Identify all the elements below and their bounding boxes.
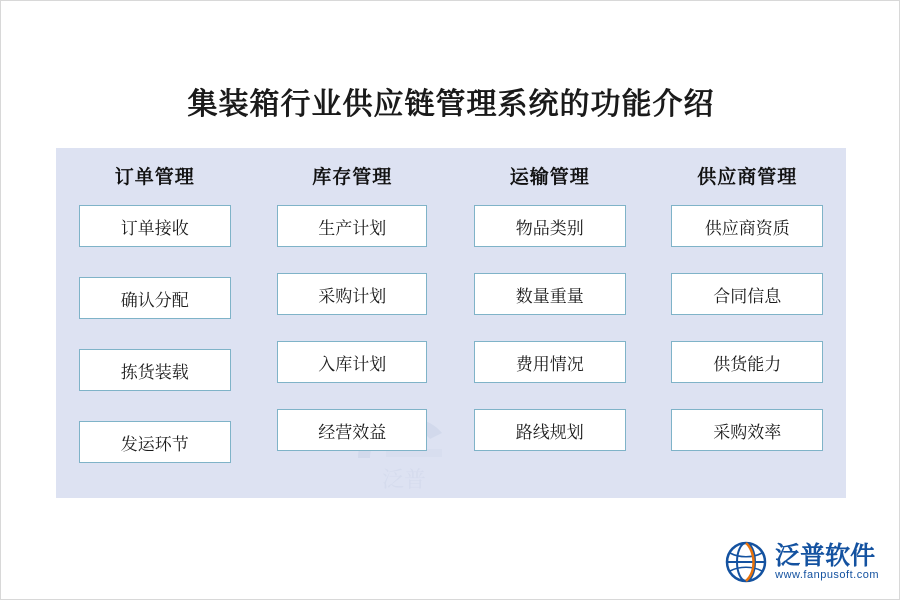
column-header: 库存管理 <box>312 167 393 188</box>
column-inventory-management <box>261 162 443 477</box>
svg-text:泛普: 泛普 <box>382 467 427 492</box>
feature-cell[interactable]: 拣货装载 <box>79 349 231 391</box>
feature-cell[interactable]: 入库计划 <box>277 341 427 383</box>
logo-text-block <box>775 543 879 581</box>
logo-name: 泛普软件 <box>775 541 876 570</box>
slide-canvas <box>1 1 900 601</box>
globe-icon <box>725 541 767 583</box>
diagram-panel <box>56 148 846 498</box>
feature-cell[interactable]: 确认分配 <box>79 277 231 319</box>
feature-cell[interactable]: 数量重量 <box>474 273 626 315</box>
feature-cell[interactable]: 经营效益 <box>277 409 427 451</box>
feature-cell[interactable]: 采购效率 <box>671 409 823 451</box>
brand-logo <box>725 541 879 583</box>
feature-cell[interactable]: 合同信息 <box>671 273 823 315</box>
feature-cell[interactable]: 路线规划 <box>474 409 626 451</box>
feature-cell[interactable]: 发运环节 <box>79 421 231 463</box>
feature-cell[interactable]: 费用情况 <box>474 341 626 383</box>
columns-container <box>56 148 846 498</box>
feature-cell[interactable]: 供应商资质 <box>671 205 823 247</box>
logo-url: www.fanpusoft.com <box>775 569 879 582</box>
column-header: 运输管理 <box>509 167 590 188</box>
page-title: 集装箱行业供应链管理系统的功能介绍 <box>187 88 715 121</box>
feature-cell[interactable]: 订单接收 <box>79 205 231 247</box>
column-transport-management <box>459 162 641 477</box>
feature-cell[interactable]: 采购计划 <box>277 273 427 315</box>
column-header: 供应商管理 <box>697 167 798 188</box>
feature-cell[interactable]: 供货能力 <box>671 341 823 383</box>
column-header: 订单管理 <box>114 167 195 188</box>
column-supplier-management <box>656 162 838 477</box>
feature-cell[interactable]: 生产计划 <box>277 205 427 247</box>
feature-cell[interactable]: 物品类别 <box>474 205 626 247</box>
column-order-management <box>64 162 246 493</box>
